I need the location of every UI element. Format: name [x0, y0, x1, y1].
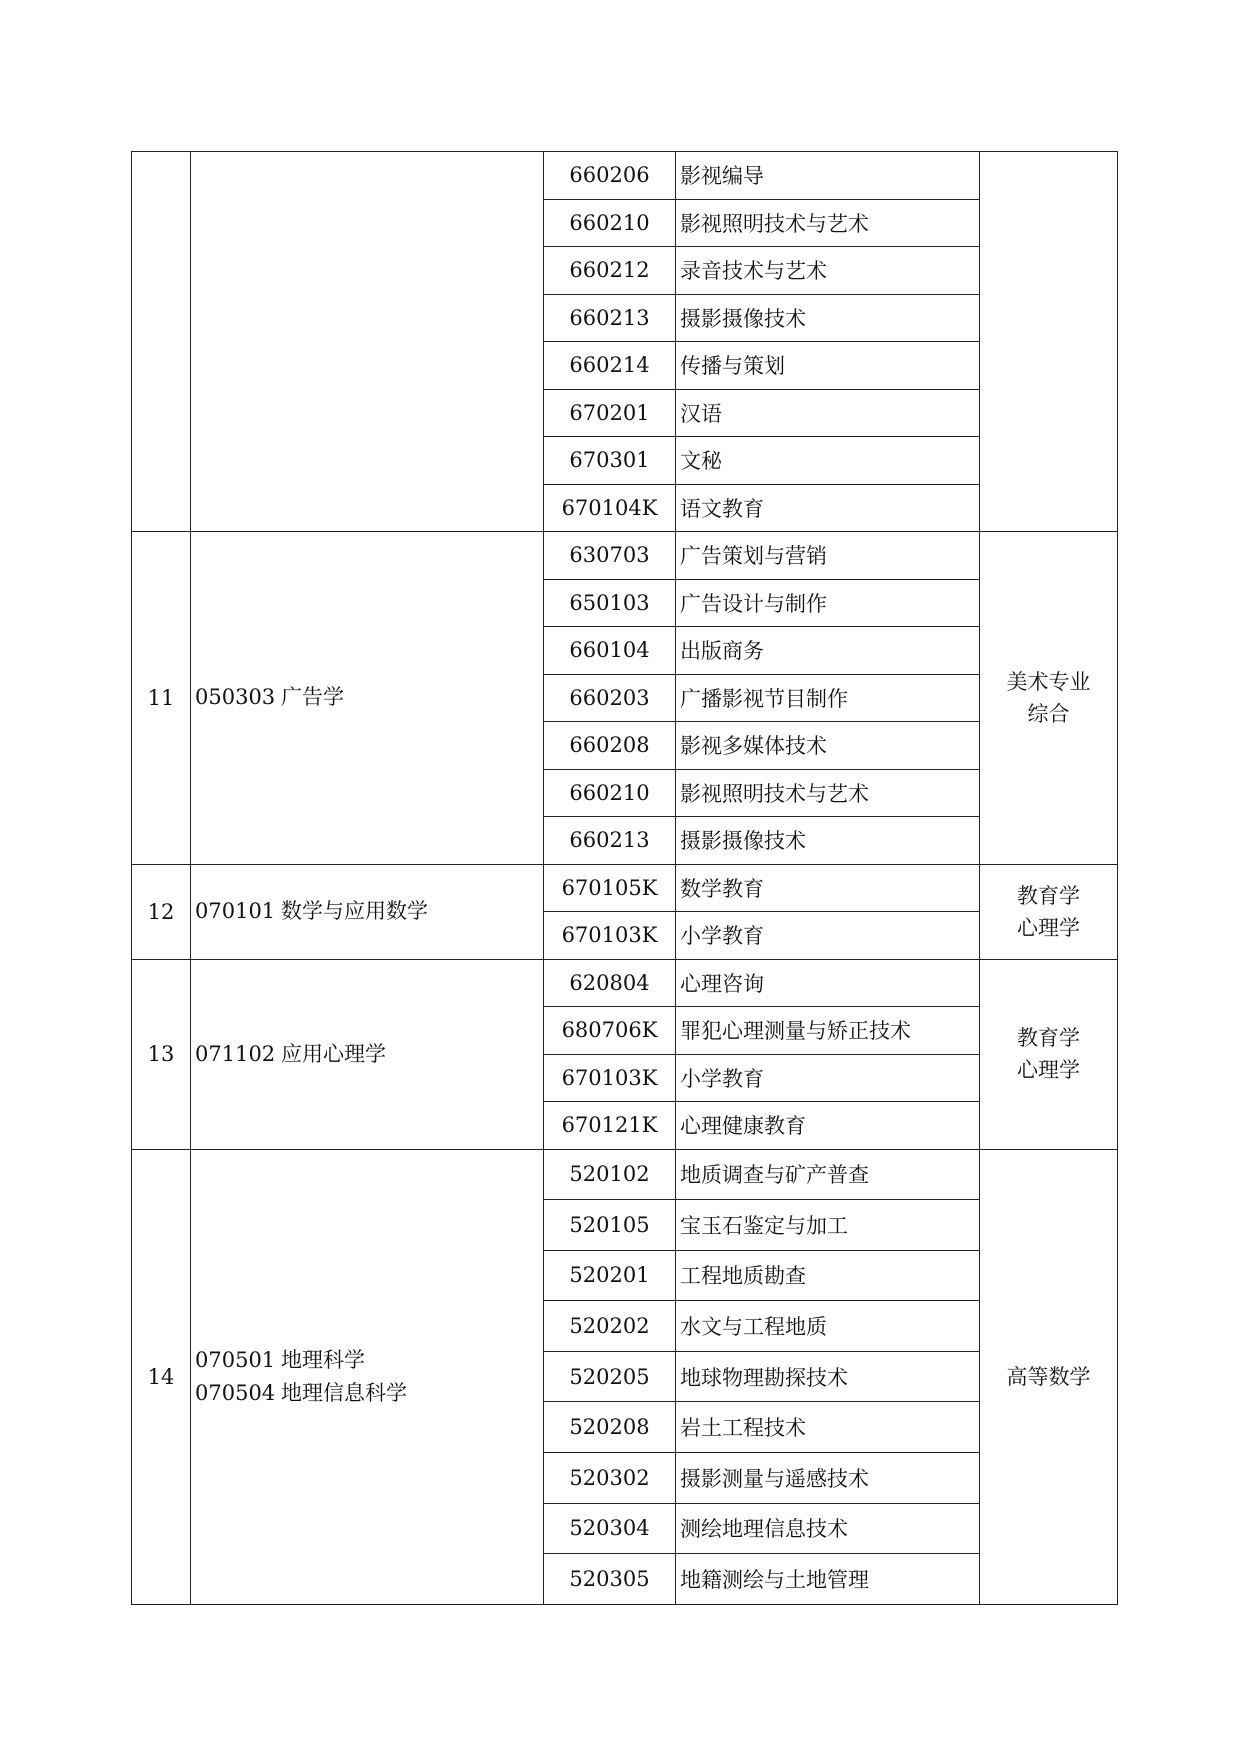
- program-name: 影视编导: [676, 152, 980, 200]
- program-code: 660212: [544, 247, 676, 295]
- program-code: 520304: [544, 1503, 676, 1554]
- table-row: [132, 1149, 1118, 1200]
- undergraduate-major: [195, 1344, 543, 1377]
- undergraduate-major-cell: [191, 864, 544, 959]
- table-row: [132, 959, 1118, 1007]
- undergraduate-major: [195, 895, 543, 928]
- program-name: 摄影摄像技术: [676, 817, 980, 865]
- program-name: 岩土工程技术: [676, 1402, 980, 1453]
- program-name: 汉语: [676, 389, 980, 437]
- program-code: 660210: [544, 199, 676, 247]
- table-row: [132, 532, 1118, 580]
- major-code: 071102: [195, 1041, 276, 1066]
- program-code: 520205: [544, 1351, 676, 1402]
- program-code: 670103K: [544, 912, 676, 960]
- program-code: 670301: [544, 437, 676, 485]
- program-code: 520208: [544, 1402, 676, 1453]
- program-code: 660104: [544, 627, 676, 675]
- exam-subject: 综合: [1027, 701, 1070, 726]
- major-name: 数学与应用数学: [281, 899, 428, 923]
- program-name: 地球物理勘探技术: [676, 1351, 980, 1402]
- program-name: 测绘地理信息技术: [676, 1503, 980, 1554]
- sequence-number: 12: [132, 864, 191, 959]
- exam-subject-cell: [980, 1149, 1118, 1604]
- program-name: 广告策划与营销: [676, 532, 980, 580]
- exam-subject-cell: [980, 152, 1118, 532]
- program-code: 660206: [544, 152, 676, 200]
- exam-subject: 教育学: [1017, 1026, 1080, 1050]
- major-code: 070501: [195, 1347, 276, 1372]
- undergraduate-major: [195, 681, 543, 714]
- program-code: 680706K: [544, 1007, 676, 1055]
- table-body: [132, 152, 1118, 1605]
- program-name: 摄影测量与遥感技术: [676, 1453, 980, 1504]
- program-code: 630703: [544, 532, 676, 580]
- program-code: 660208: [544, 722, 676, 770]
- exam-subject: 美术专业: [1006, 669, 1091, 694]
- major-code: 050303: [195, 685, 276, 710]
- program-name: 地籍测绘与土地管理: [676, 1554, 980, 1605]
- undergraduate-major: [195, 1377, 543, 1410]
- exam-subject-cell: [980, 532, 1118, 865]
- program-code: 520305: [544, 1554, 676, 1605]
- program-code: 520102: [544, 1149, 676, 1200]
- sequence-number: [132, 152, 191, 532]
- program-name: 摄影摄像技术: [676, 294, 980, 342]
- program-code: 660210: [544, 769, 676, 817]
- program-name: 心理健康教育: [676, 1102, 980, 1150]
- program-code: 670201: [544, 389, 676, 437]
- program-name: 影视照明技术与艺术: [676, 769, 980, 817]
- major-code: 070504: [195, 1380, 276, 1405]
- program-code: 520201: [544, 1250, 676, 1301]
- program-name: 小学教育: [676, 1054, 980, 1102]
- program-code: 670104K: [544, 484, 676, 532]
- exam-subject: 教育学: [1017, 883, 1080, 908]
- program-code: 650103: [544, 579, 676, 627]
- major-name: 广告学: [281, 685, 344, 710]
- program-code: 520202: [544, 1301, 676, 1352]
- program-code: 660213: [544, 817, 676, 865]
- sequence-number: 13: [132, 959, 191, 1149]
- program-name: 宝玉石鉴定与加工: [676, 1200, 980, 1251]
- exam-subject: 高等数学: [1006, 1364, 1091, 1389]
- undergraduate-major-cell: [191, 532, 544, 865]
- major-name: 地理信息科学: [281, 1380, 407, 1405]
- program-code: 520105: [544, 1200, 676, 1251]
- program-name: 影视多媒体技术: [676, 722, 980, 770]
- program-code: 670121K: [544, 1102, 676, 1150]
- program-code: 660213: [544, 294, 676, 342]
- program-name: 影视照明技术与艺术: [676, 199, 980, 247]
- program-name: 出版商务: [676, 627, 980, 675]
- program-name: 心理咨询: [676, 959, 980, 1007]
- program-code: 520302: [544, 1453, 676, 1504]
- sequence-number: 11: [132, 532, 191, 865]
- program-name: 语文教育: [676, 484, 980, 532]
- major-mapping-table: [131, 151, 1118, 1605]
- program-code: 670103K: [544, 1054, 676, 1102]
- program-code: 620804: [544, 959, 676, 1007]
- major-name: 应用心理学: [281, 1041, 386, 1066]
- table-row: [132, 864, 1118, 912]
- exam-subject: 心理学: [1017, 915, 1080, 940]
- program-name: 地质调查与矿产普查: [676, 1149, 980, 1200]
- program-name: 传播与策划: [676, 342, 980, 390]
- program-name: 广告设计与制作: [676, 579, 980, 627]
- program-name: 小学教育: [676, 912, 980, 960]
- program-name: 罪犯心理测量与矫正技术: [676, 1007, 980, 1055]
- program-name: 广播影视节目制作: [676, 674, 980, 722]
- program-code: 660214: [544, 342, 676, 390]
- exam-subject-cell: [980, 864, 1118, 959]
- program-name: 文秘: [676, 437, 980, 485]
- sequence-number: 14: [132, 1149, 191, 1604]
- major-code: 070101: [195, 899, 276, 923]
- undergraduate-major-cell: [191, 1149, 544, 1604]
- program-name: 水文与工程地质: [676, 1301, 980, 1352]
- program-name: 工程地质勘查: [676, 1250, 980, 1301]
- undergraduate-major-cell: [191, 959, 544, 1149]
- program-name: 数学教育: [676, 864, 980, 912]
- undergraduate-major: [195, 1038, 543, 1071]
- undergraduate-major-cell: [191, 152, 544, 532]
- exam-subject-cell: [980, 959, 1118, 1149]
- program-code: 660203: [544, 674, 676, 722]
- program-name: 录音技术与艺术: [676, 247, 980, 295]
- major-name: 地理科学: [281, 1347, 365, 1372]
- exam-subject: 心理学: [1017, 1058, 1080, 1082]
- program-code: 670105K: [544, 864, 676, 912]
- table-row: [132, 152, 1118, 200]
